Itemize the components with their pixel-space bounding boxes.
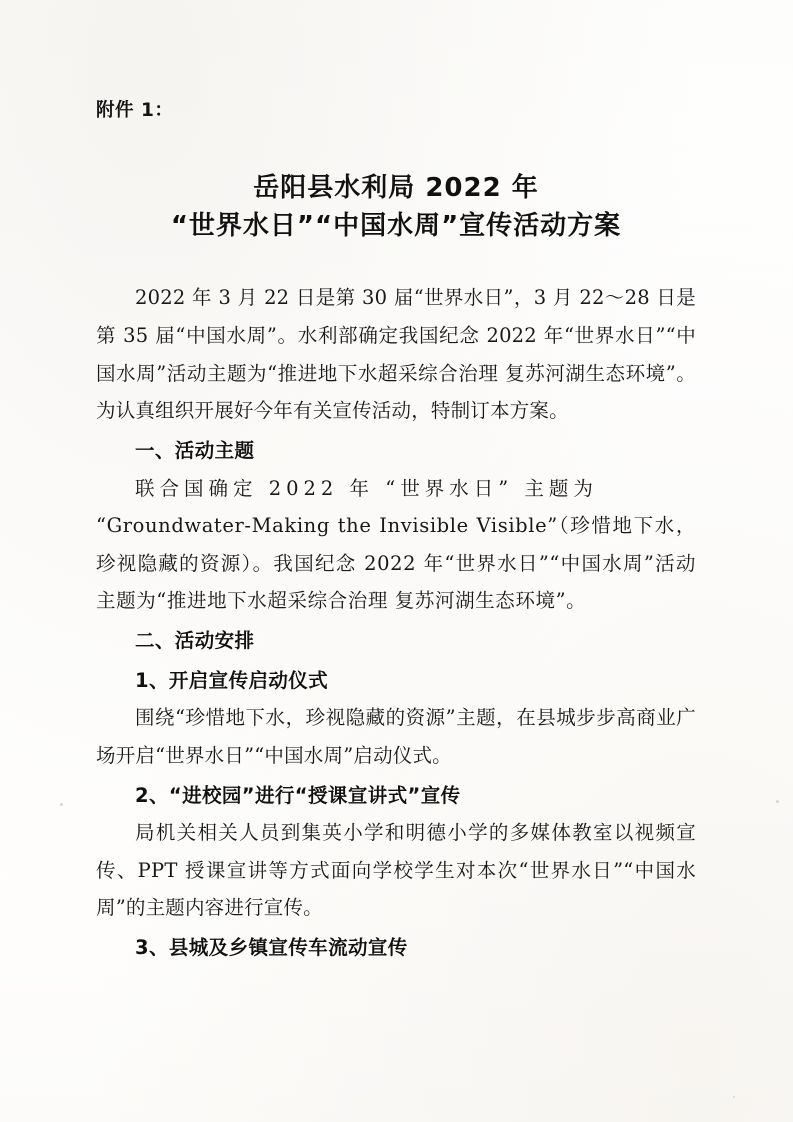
paragraph-school-outreach: 局机关相关人员到集英小学和明德小学的多媒体教室以视频宣传、PPT 授课宣讲等方式面向学校学生对本次“世界水日”“中国水周”的主题内容进行宣传。 [96,821,696,920]
attachment-label: 附件 1： [96,100,174,121]
document-body [96,279,696,966]
paragraph-launch-ceremony: 围绕“珍惜地下水，珍视隐藏的资源”主题，在县城步步高商业广场开启“世界水日”“中国水周”启动仪式。 [96,706,696,767]
subsection-heading-1: 1、开启宣传启动仪式 [135,668,329,692]
scan-speck [733,1096,735,1098]
section-heading-2: 二、活动安排 [135,629,255,652]
page-title [96,170,696,245]
subsection-heading-3: 3、县城及乡镇宣传车流动宣传 [135,936,408,959]
paragraph-intro: 2022 年 3 月 22 日是第 30 届“世界水日”，3 月 22～28 日是第 35 届“中国水周”。水利部确定我国纪念 2022 年“世界水日”“中国水周”活动主题为“推进地下水超采综合治理 复苏河湖生态环境”。为认真组织开展好今年有关宣传活动，特制订本方案。 [96,286,696,423]
scan-speck [60,803,63,806]
paragraph-theme-lead: 联合国确定 2022 年 “世界水日” 主题为 [135,476,598,500]
page-title-line-2: “世界水日”“中国水周”宣传活动方案 [170,210,622,241]
page-title-line-1: 岳阳县水利局 2022 年 [253,173,539,203]
scan-speck [776,800,779,803]
section-heading-1: 一、活动主题 [135,438,255,462]
document-content [96,0,696,967]
subsection-heading-2: 2、“进校园”进行“授课宣讲式”宣传 [135,783,461,807]
paragraph-theme-latin: “Groundwater-Making the Invisible Visible”（珍惜地下水，珍视隐藏的资源）。我国纪念 2022 年“世界水日”“中国水周”活动主题为“推进地下水超采综合治理 复苏河湖生态环境”。 [96,514,696,613]
